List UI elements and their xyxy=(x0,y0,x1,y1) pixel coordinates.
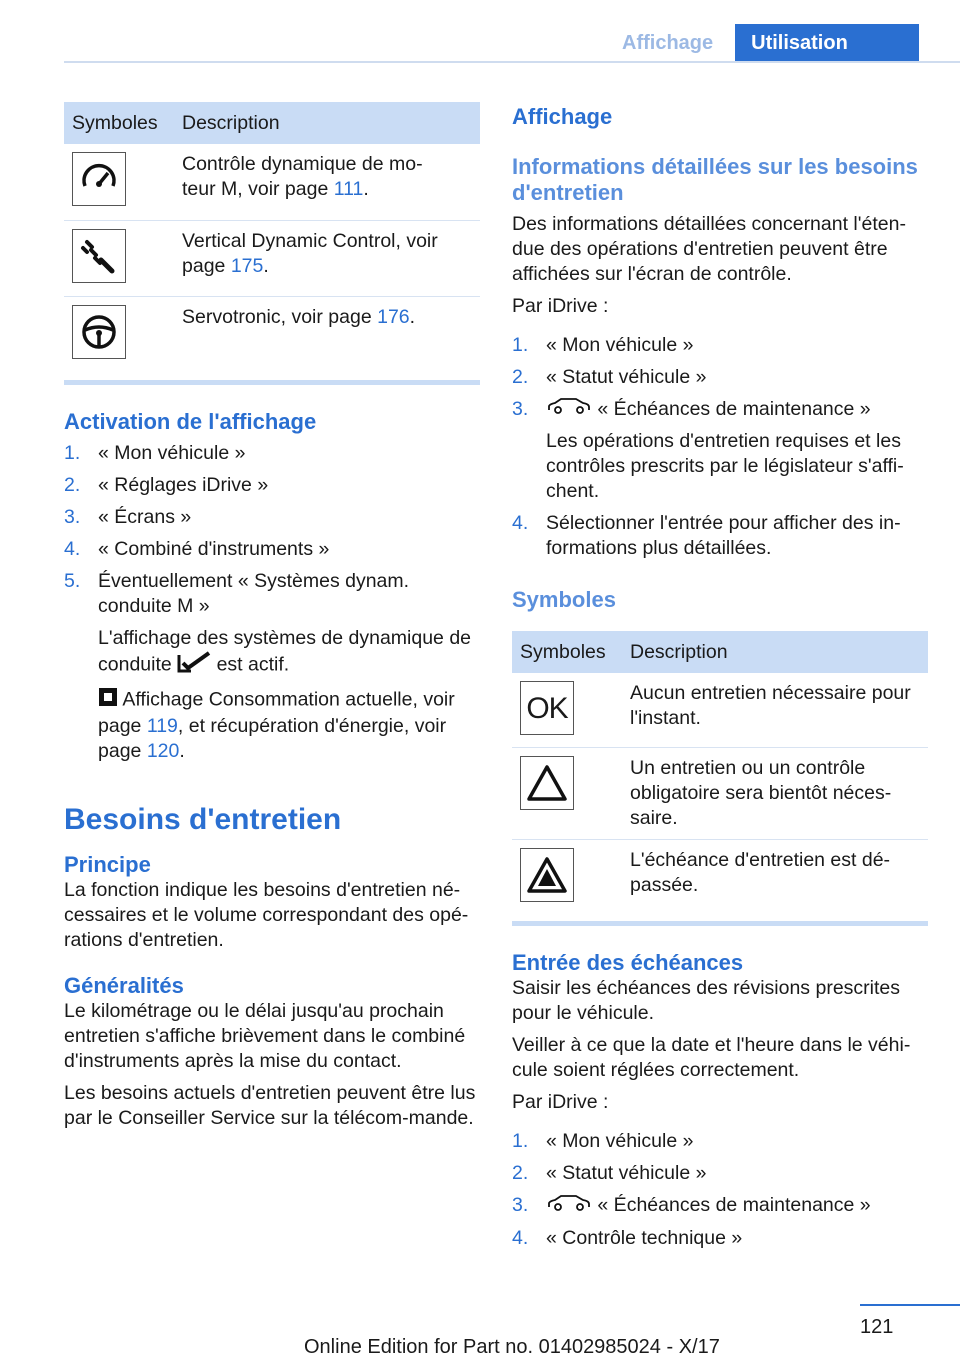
step-number: 3. xyxy=(512,398,529,420)
sub-text: , et récupération d'énergie, voir page xyxy=(98,715,447,762)
header-rule xyxy=(64,61,960,63)
list-item xyxy=(64,473,480,498)
table-row xyxy=(512,673,928,747)
right-column xyxy=(512,102,928,1258)
row-text: Aucun entretien nécessaire pour l'instant. xyxy=(622,673,928,747)
step-text: « Mon véhicule » xyxy=(98,442,246,464)
row-text: Un entretien ou un contrôle obligatoire sera bientôt néces-saire. xyxy=(622,747,928,839)
details-steps xyxy=(512,333,928,561)
list-item xyxy=(512,1193,928,1218)
punct: . xyxy=(263,254,269,277)
page-link[interactable]: 119 xyxy=(146,715,178,737)
col-header-symbols: Symboles xyxy=(64,102,174,144)
list-item xyxy=(64,537,480,562)
ok-icon: OK xyxy=(520,681,574,735)
details-idrive: Par iDrive : xyxy=(512,295,609,317)
page-link[interactable]: 120 xyxy=(146,740,180,762)
principe-text: La fonction indique les besoins d'entretien né-cessaires et le volume correspondant des opé-rations d'entretien. xyxy=(64,879,469,951)
step-number: 4. xyxy=(512,1226,529,1249)
car-icon xyxy=(546,397,592,422)
warning-triangle-filled-icon xyxy=(520,848,574,902)
subsection-title-principe: Principe xyxy=(64,852,151,877)
step-text: « Réglages iDrive » xyxy=(98,474,269,496)
section-title-activation: Activation de l'affichage xyxy=(64,409,317,434)
list-item xyxy=(64,441,480,466)
step-number: 2. xyxy=(512,1162,529,1185)
section-title-besoins: Besoins d'entretien xyxy=(64,803,342,836)
step-number: 4. xyxy=(512,512,529,535)
step-number: 1. xyxy=(512,334,529,356)
table-row xyxy=(64,220,480,296)
list-item xyxy=(512,1161,928,1186)
sub-text: Affichage Consommation actuelle, voir page xyxy=(98,688,455,737)
generalites-text-2: Les besoins actuels d'entretien peuvent être lus par le Conseiller Service sur la télécom-mande. xyxy=(64,1082,476,1129)
row-text-2: Servotronic, voir page xyxy=(182,305,378,328)
car-icon xyxy=(546,1194,592,1219)
subsection-title-details: Informations détaillées sur les besoins d'entretien xyxy=(512,154,918,205)
steering-wheel-icon xyxy=(72,305,126,359)
symbols-table-dynamic xyxy=(64,102,480,372)
step-subtext xyxy=(98,626,480,680)
col-header-symbols: Symboles xyxy=(512,631,622,673)
step-subtext: Les opérations d'entretien requises et les contrôles prescrits par le législateur s'affi-chent. xyxy=(546,430,904,503)
list-item xyxy=(512,511,928,561)
sub-text: est actif. xyxy=(216,653,290,676)
step-number: 3. xyxy=(64,506,81,528)
row-text-2: teur M, voir page xyxy=(182,178,334,200)
table-row xyxy=(512,839,928,913)
punct: . xyxy=(409,305,416,328)
generalites-text-1: Le kilométrage ou le délai jusqu'au prochain entretien s'affiche brièvement dans le combiné d'instruments après la mise du contact. xyxy=(64,1000,466,1072)
header-tab-affichage[interactable]: Affichage xyxy=(622,32,714,54)
sub-text: L'affichage des systèmes de dynamique de conduite xyxy=(98,627,472,676)
warning-triangle-icon xyxy=(520,756,574,810)
step-number: 2. xyxy=(512,366,529,388)
details-text: Des informations détaillées concernant l'éten-due des opérations d'entretien peuvent être affichées sur l'écran de contrôle. xyxy=(512,213,906,285)
list-item xyxy=(512,1129,928,1154)
section-title-affichage: Affichage xyxy=(512,104,613,129)
step-number: 1. xyxy=(64,442,81,464)
punct: . xyxy=(363,178,369,200)
dynamic-check-icon xyxy=(177,651,211,680)
page-number: 121 xyxy=(860,1316,894,1338)
row-text: L'échéance d'entretien est dé-passée. xyxy=(630,848,891,896)
subsection-title-generalites: Généralités xyxy=(64,973,184,998)
step-text: « Statut véhicule » xyxy=(546,1162,707,1185)
page-link[interactable]: 176 xyxy=(377,305,410,328)
step-number: 1. xyxy=(512,1130,529,1153)
entree-text-1: Saisir les échéances des révisions prescrites pour le véhicule. xyxy=(512,977,901,1025)
step-text: Éventuellement « Systèmes dynam. conduite M » xyxy=(98,570,410,617)
list-item xyxy=(512,397,928,504)
left-column xyxy=(64,102,480,1138)
edition-text: Online Edition for Part no. 01402985024 - X/17 xyxy=(304,1336,720,1358)
table-end-bar xyxy=(64,380,480,385)
symbols-table-service xyxy=(512,631,928,913)
step-text: « Mon véhicule » xyxy=(546,1130,694,1153)
list-item xyxy=(64,505,480,530)
step-number: 4. xyxy=(64,538,81,560)
step-text: Sélectionner l'entrée pour afficher des in-formations plus détaillées. xyxy=(546,512,901,560)
step-text: « Mon véhicule » xyxy=(546,334,694,356)
row-text: Contrôle dynamique de mo- xyxy=(182,153,423,175)
row-text-2: page xyxy=(182,254,231,277)
list-item xyxy=(512,1226,928,1251)
square-bullet-icon xyxy=(98,687,118,714)
table-row xyxy=(64,296,480,372)
list-item xyxy=(64,569,480,764)
footer-rule xyxy=(860,1304,960,1306)
step-text: « Combiné d'instruments » xyxy=(98,538,330,560)
section-title-entree: Entrée des échéances xyxy=(512,950,744,976)
step-subtext xyxy=(98,687,480,764)
entree-idrive: Par iDrive : xyxy=(512,1091,609,1114)
step-number: 5. xyxy=(64,570,81,592)
step-text: « Statut véhicule » xyxy=(546,366,707,388)
page-link[interactable]: 111 xyxy=(333,178,364,200)
step-text: « Échéances de maintenance » xyxy=(597,398,871,420)
header-tabs xyxy=(600,24,919,62)
step-text: « Écrans » xyxy=(98,506,192,528)
col-header-description: Description xyxy=(622,631,928,673)
step-number: 2. xyxy=(64,474,81,496)
header-tab-utilisation[interactable]: Utilisation xyxy=(735,24,919,62)
col-header-description: Description xyxy=(174,102,480,144)
table-row xyxy=(64,144,480,220)
list-item xyxy=(512,333,928,358)
row-text: Vertical Dynamic Control, voir xyxy=(182,229,438,252)
page-link[interactable]: 175 xyxy=(230,254,264,277)
entree-text-2: Veiller à ce que la date et l'heure dans le véhi-cule soient réglées correctement. xyxy=(512,1034,911,1082)
punct: . xyxy=(179,740,185,762)
table-end-bar xyxy=(512,921,928,926)
activation-steps xyxy=(64,441,480,764)
step-text: « Échéances de maintenance » xyxy=(597,1194,871,1217)
step-number: 3. xyxy=(512,1194,529,1217)
entree-steps xyxy=(512,1129,928,1250)
wrench-icon xyxy=(72,229,126,283)
table-row xyxy=(512,747,928,839)
step-text: « Contrôle technique » xyxy=(546,1226,743,1249)
subsection-title-symboles: Symboles xyxy=(512,587,616,613)
gauge-icon xyxy=(72,152,126,206)
list-item xyxy=(512,365,928,390)
